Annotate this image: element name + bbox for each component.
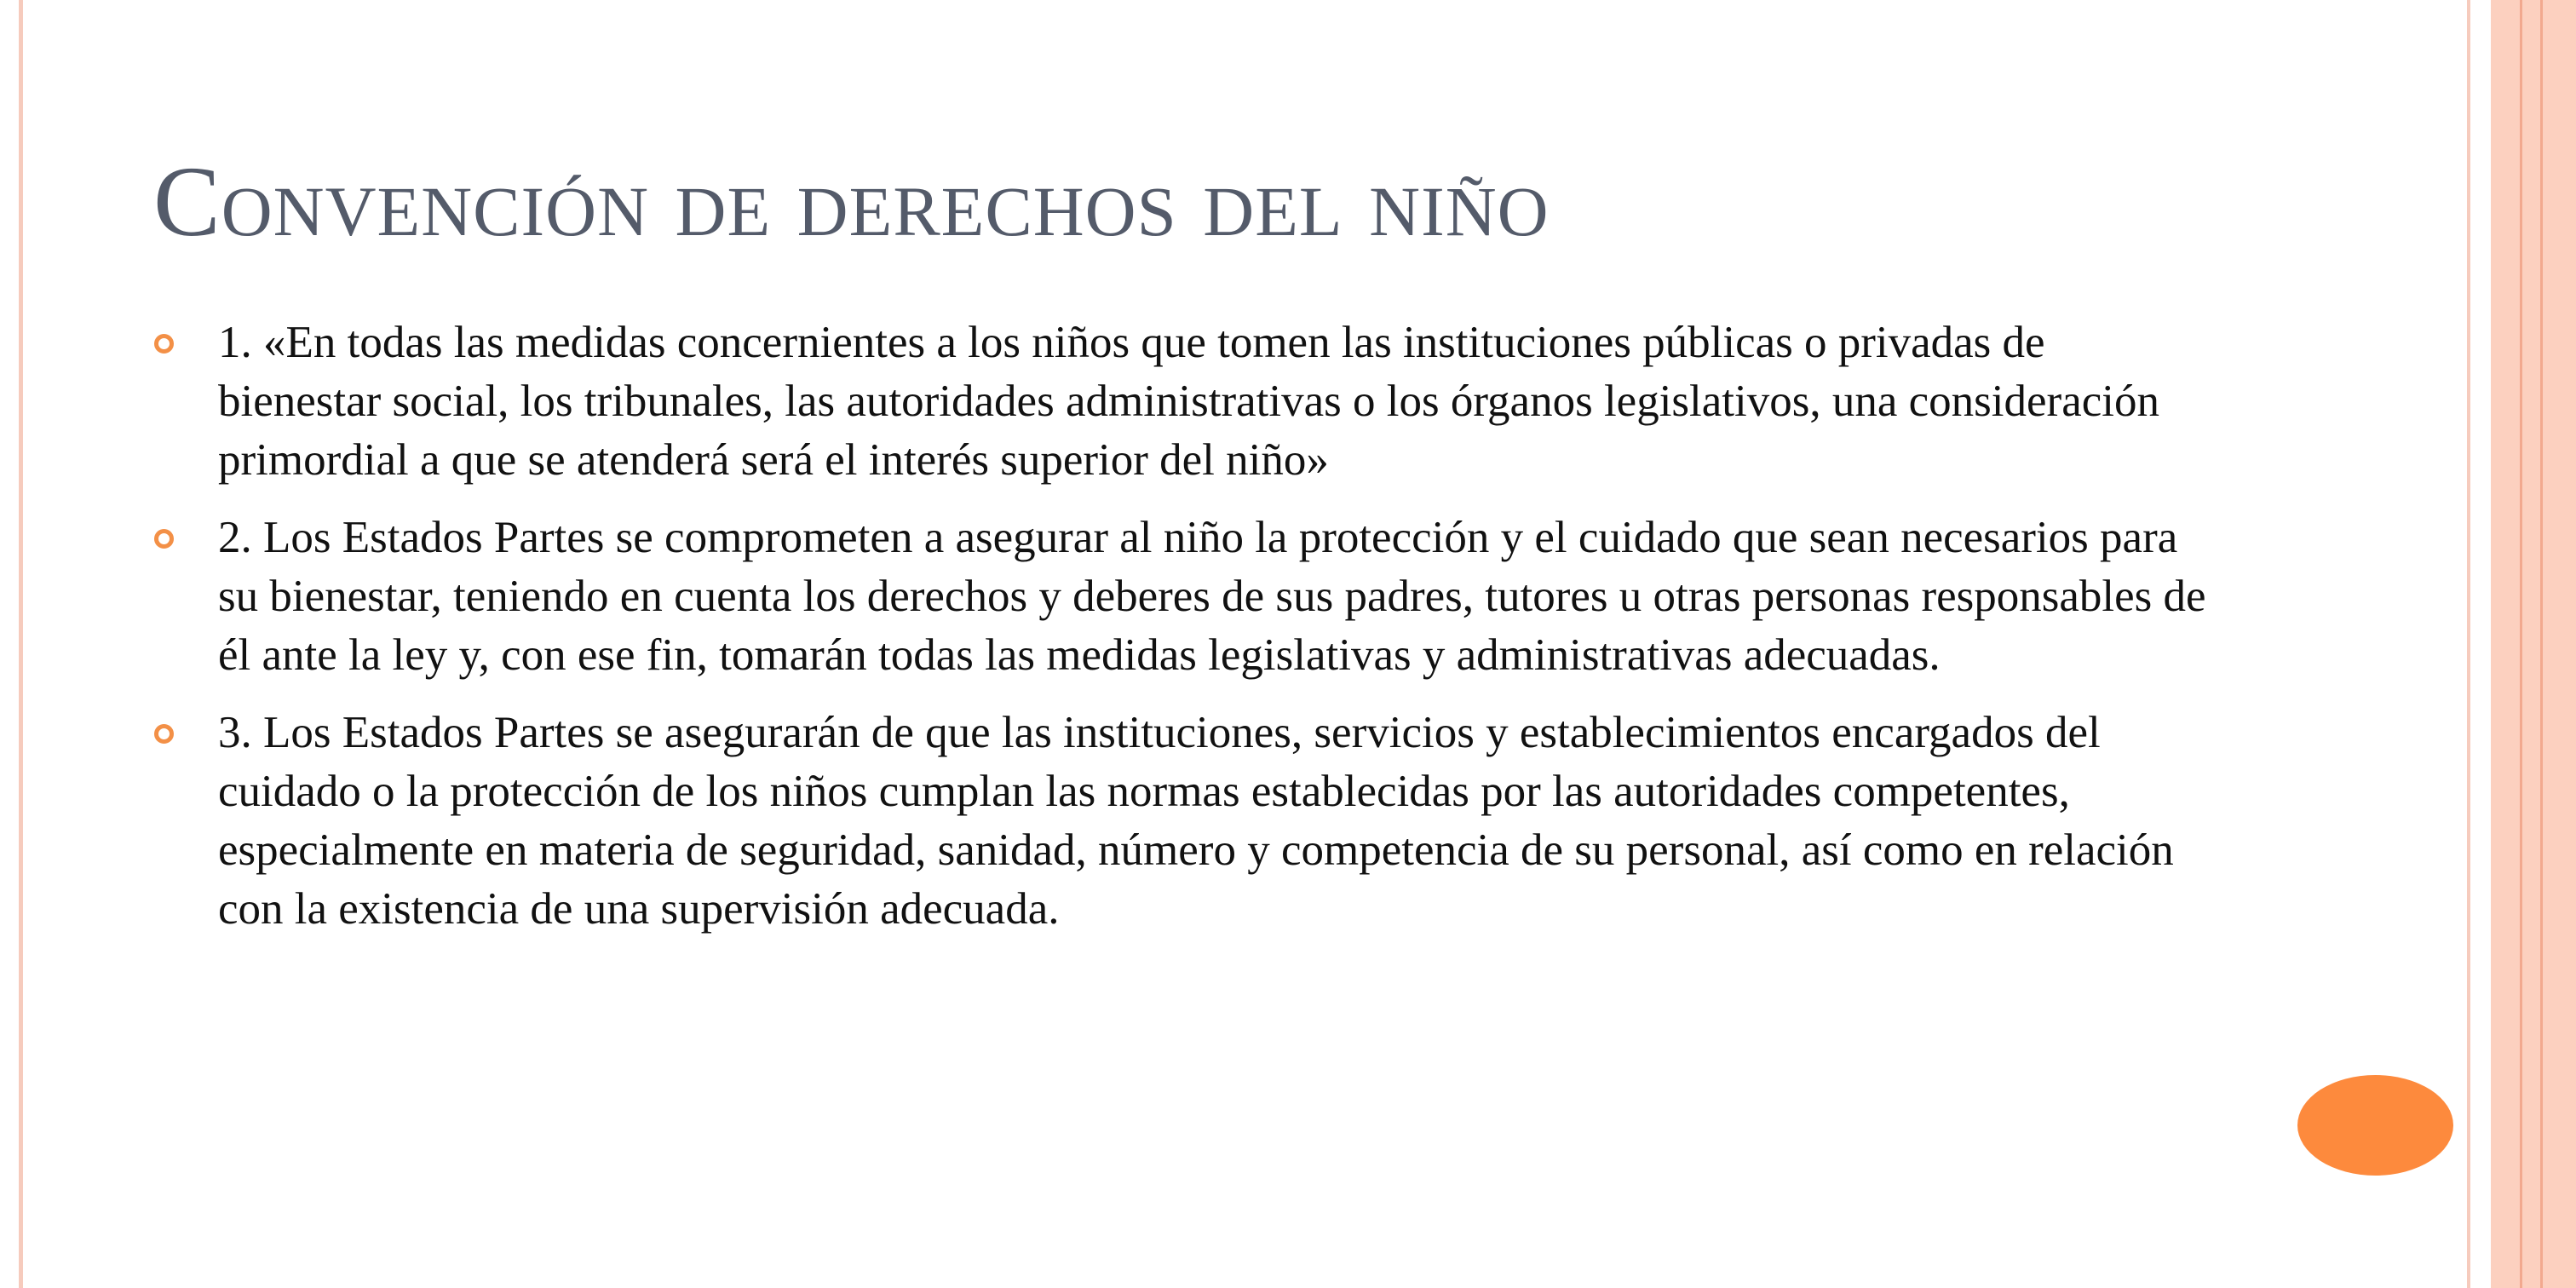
right-band-stripe [2540,0,2543,1288]
bullet-text: 2. Los Estados Partes se comprometen a asegurar al niño la protección y el cuidado que sean necesarios para su bienestar, teniendo en cuenta los derechos y deberes de sus padres, tutores u otras personas responsables de él ante la ley y, con ese fin, tomarán todas las medidas legislativas y administrativas adecuadas. [218,513,2206,680]
slide-title: Convención de derechos del niño [153,146,1550,257]
ring-bullet-icon [154,529,174,549]
right-decorative-band [2491,0,2576,1288]
left-border-line [19,0,23,1288]
orange-circle-icon [2297,1075,2453,1176]
bullet-text: 1. «En todas las medidas concernientes a los niños que tomen las instituciones públicas o privadas de bienestar social, los tribunales, las autoridades administrativas o los órganos legislativos, una consideración primordial a que se atenderá será el interés superior del niño» [218,318,2159,485]
right-border-line [2467,0,2470,1288]
list-item [153,313,2215,490]
list-item [153,704,2215,939]
ring-bullet-icon [154,334,174,354]
ring-bullet-icon [154,724,174,744]
bullet-list [153,313,2215,957]
list-item [153,509,2215,685]
right-band-stripe [2520,0,2522,1288]
bullet-text: 3. Los Estados Partes se asegurarán de que las instituciones, servicios y establecimientos encargados del cuidado o la protección de los niños cumplan las normas establecidas por las autoridades competentes, especialmente en materia de seguridad, sanidad, número y competencia de su personal, así como en relación con la existencia de una supervisión adecuada. [218,708,2174,934]
